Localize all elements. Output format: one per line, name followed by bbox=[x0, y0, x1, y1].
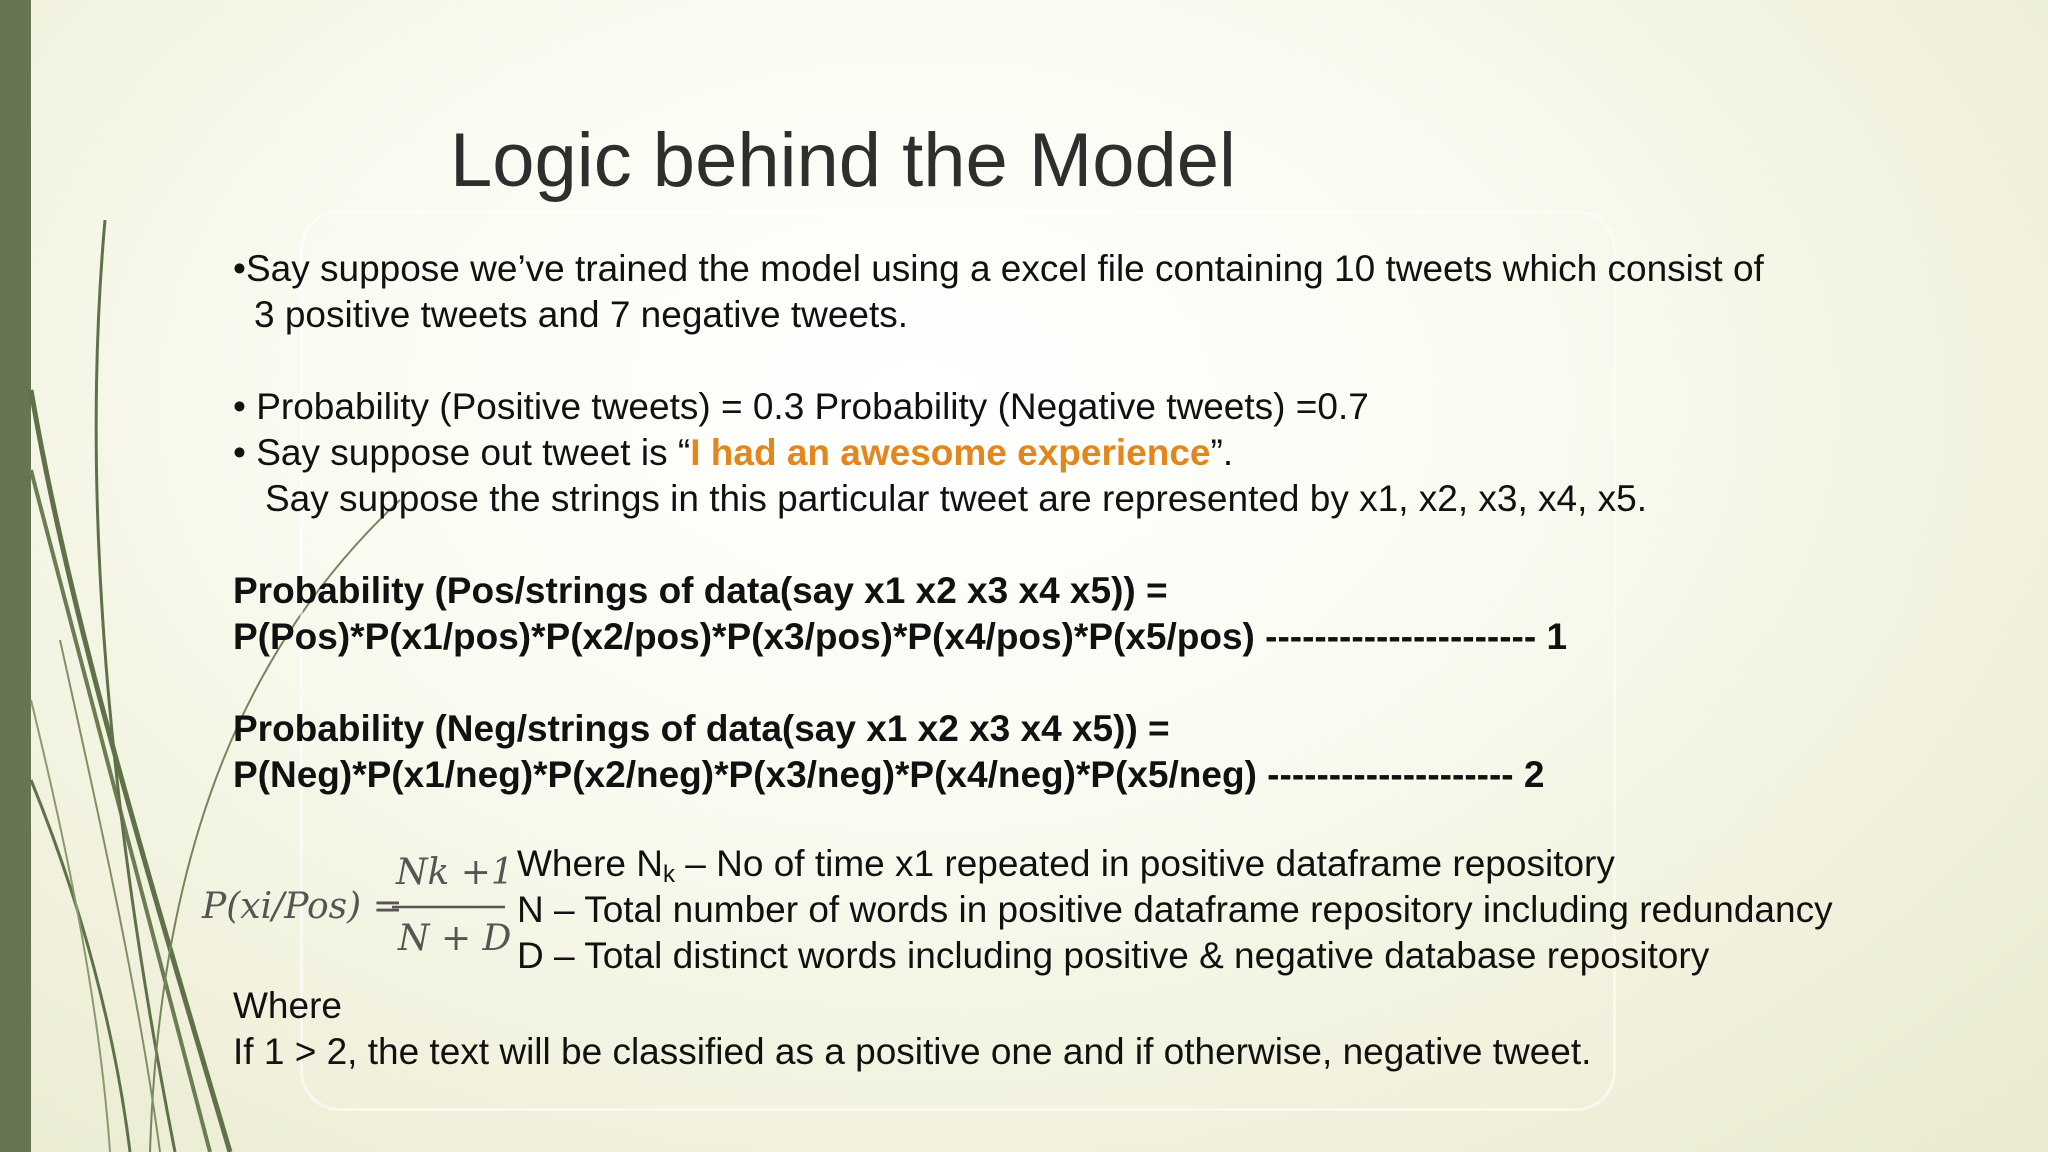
equation-neg-line1: Probability (Neg/strings of data(say x1 x2 x3 x4 x5)) = bbox=[233, 708, 1170, 749]
nk-subscript: k bbox=[662, 861, 675, 888]
bullet-training-line1: •Say suppose we’ve trained the model using a excel file containing 10 tweets which consist of bbox=[233, 248, 1764, 289]
equation-pos-line2: P(Pos)*P(x1/pos)*P(x2/pos)*P(x3/pos)*P(x4/pos)*P(x5/pos) ---------------------- 1 bbox=[233, 616, 1568, 657]
classification-rule: If 1 > 2, the text will be classified as a positive one and if otherwise, negative tweet. bbox=[233, 1031, 1592, 1072]
bullet-training-line2: 3 positive tweets and 7 negative tweets. bbox=[254, 294, 909, 335]
definition-nk bbox=[517, 841, 1615, 887]
likelihood-formula bbox=[200, 848, 510, 963]
definition-n: N – Total number of words in positive dataframe repository including redundancy bbox=[517, 889, 1833, 930]
formula-numerator: Nk +1 bbox=[396, 852, 510, 893]
bullet-tweet-strings: Say suppose the strings in this particular tweet are represented by x1, x2, x3, x4, x5. bbox=[265, 478, 1648, 519]
nk-rest: – No of time x1 repeated in positive dataframe repository bbox=[674, 843, 1615, 884]
slide-title: Logic behind the Model bbox=[450, 118, 1236, 203]
tweet-prefix: • Say suppose out tweet is “ bbox=[233, 432, 691, 473]
formula-lhs: P(xi/Pos) = bbox=[202, 886, 403, 927]
equation-neg-line2: P(Neg)*P(x1/neg)*P(x2/neg)*P(x3/neg)*P(x4/neg)*P(x5/neg) -------------------- 2 bbox=[233, 754, 1545, 795]
where-label: Where bbox=[233, 985, 342, 1026]
nk-prefix: Where N bbox=[517, 843, 663, 884]
formula-denominator: N + D bbox=[398, 918, 510, 959]
bullet-tweet-example bbox=[233, 430, 1233, 476]
tweet-highlight: I had an awesome experience bbox=[690, 432, 1211, 473]
tweet-suffix: ”. bbox=[1210, 432, 1234, 473]
equation-pos-line1: Probability (Pos/strings of data(say x1 x2 x3 x4 x5)) = bbox=[233, 570, 1168, 611]
bullet-probabilities: • Probability (Positive tweets) = 0.3 Probability (Negative tweets) =0.7 bbox=[233, 386, 1369, 427]
definition-d: D – Total distinct words including positive & negative database repository bbox=[517, 935, 1710, 976]
